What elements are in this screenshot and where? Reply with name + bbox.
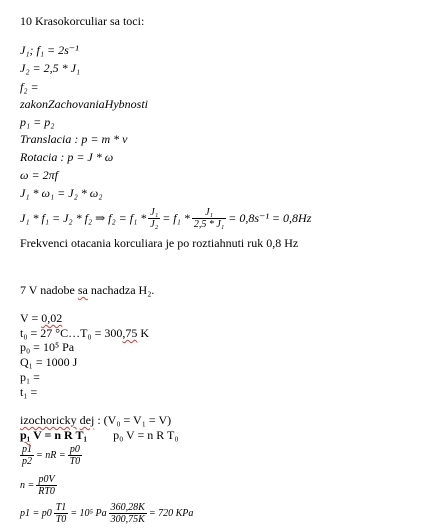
fraction-numerator: J₁ — [192, 207, 226, 219]
title-part: nachadza H₂. — [90, 283, 155, 297]
eq-fraction-j1-25j1 — [192, 207, 226, 230]
isochoric-condition: : (V₀ = V₁ = V) — [94, 413, 172, 427]
eq-fraction-j1-j2 — [148, 207, 160, 230]
fraction-numerator: T1 — [55, 501, 67, 513]
temperature-unit: K — [137, 326, 150, 340]
eq-frequency-derivation — [20, 204, 311, 232]
section-7-title — [20, 284, 154, 297]
eq-law: zakonZachovaniaHybnosti — [20, 97, 148, 111]
state-equation-0: p₀ V = n R T₀ — [113, 428, 179, 442]
eq-omega: ω = 2πf — [20, 168, 58, 182]
unknown-p1: p₁ = — [20, 370, 40, 384]
eq-ratio — [20, 442, 84, 468]
eq-frequency-part-a: J₁ * f₁ = J₂ * f₂ ⇒ f₂ = f₁ * — [20, 210, 147, 225]
given-pressure: p₀ = 10⁵ Pa — [20, 340, 75, 354]
fraction-numerator: J₁ — [150, 206, 159, 218]
eq-translacia: Translacia : p = m * v — [20, 132, 128, 146]
isochoric-process — [20, 414, 171, 427]
process-word: dej — [79, 413, 95, 427]
isochoric-word: izochoricky — [20, 413, 77, 427]
eq-n — [20, 472, 59, 498]
eq-p0-value: = 10⁵ Pa — [70, 507, 107, 519]
section-10-result: Frekvenci otacania korculiara je po roztiahnuti ruk 0,8 Hz — [20, 236, 299, 250]
eq-nr: = nR = — [36, 449, 66, 461]
fraction-denominator: RT0 — [38, 485, 55, 497]
fraction-p1-p2 — [20, 444, 34, 467]
fraction-numerator: p0V — [36, 474, 57, 486]
volume-label: V = — [20, 311, 42, 325]
given-temperature — [20, 327, 149, 340]
fraction-denominator: 2,5 * J₁ — [193, 218, 225, 230]
eq-j-omega: J₁ * ω₁ = J₂ * ω₂ — [20, 186, 103, 200]
title-spellcheck-word: sa — [77, 283, 88, 297]
fraction-temperatures — [109, 502, 147, 525]
state-equation-1: V = n R T₁ — [30, 428, 88, 442]
fraction-numerator: p1 — [22, 443, 32, 455]
given-volume — [20, 312, 62, 325]
unknown-t1: t₁ = — [20, 385, 38, 399]
eq-p1-value: = 720 KPa — [148, 507, 194, 519]
fraction-denominator: T0 — [55, 513, 67, 525]
eq-j2: J₂ = 2,5 * J₁ — [20, 61, 81, 75]
fraction-p0v-rt0 — [36, 474, 57, 497]
section-10-title: 10 Krasokorculiar sa toci: — [20, 14, 145, 28]
eq-p1-label: p1 = p0 — [20, 507, 52, 519]
fraction-t1-t0 — [54, 502, 69, 525]
fraction-numerator: p0 — [68, 444, 83, 456]
fraction-denominator: T0 — [69, 455, 81, 467]
fraction-numerator: 360,28K — [110, 501, 145, 513]
fraction-denominator: 300,75K — [110, 513, 145, 525]
eq-p1-result — [20, 500, 193, 526]
given-heat: Q₁ = 1000 J — [20, 355, 78, 369]
eq-j1-f1: J₁; f₁ = 2s⁻¹ — [20, 43, 79, 57]
title-part: 7 V nadobe — [20, 283, 75, 297]
fraction-denominator: J₂ — [150, 218, 159, 230]
eq-f2: f₂ = — [20, 80, 39, 94]
eq-n-label: n = — [20, 479, 35, 491]
p1-symbol: p₁ — [20, 428, 31, 442]
volume-value: 0,02 — [41, 311, 63, 325]
eq-frequency-part-b: = f₁ * — [162, 210, 190, 225]
eq-frequency-part-c: = 0,8s⁻¹ = 0,8Hz — [228, 210, 312, 225]
ideal-gas-equations — [20, 429, 179, 442]
fraction-p0-t0 — [68, 444, 83, 467]
fraction-denominator: p2 — [22, 455, 32, 467]
eq-p1-p2: p₁ = p₂ — [20, 115, 55, 129]
temperature-decimal: ,75 — [122, 326, 138, 340]
eq-rotacia: Rotacia : p = J * ω — [20, 150, 114, 164]
temperature-text: t₀ = 27 °C…T₀ = 300 — [20, 326, 123, 340]
